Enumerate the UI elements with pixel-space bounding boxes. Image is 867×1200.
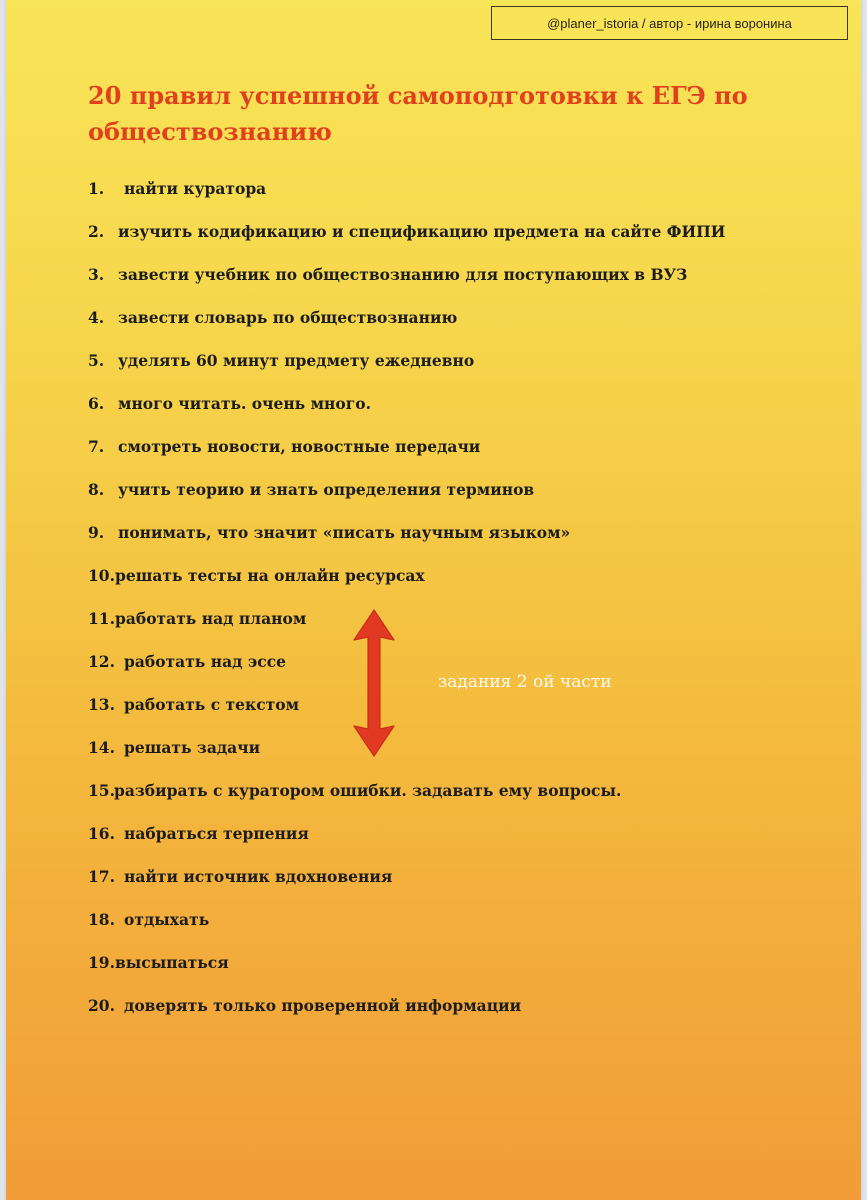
rule-number: 6. [88, 394, 105, 413]
list-item [88, 597, 848, 640]
rule-text: уделять 60 минут предмету ежедневно [118, 351, 475, 370]
list-item [88, 898, 848, 941]
rule-number: 2. [88, 222, 105, 241]
list-item [88, 468, 848, 511]
rule-text: работать с текстом [124, 695, 300, 714]
rule-text: понимать, что значит «писать научным языком» [118, 523, 571, 542]
rule-text: разбирать с куратором ошибки. задавать ему вопросы. [114, 781, 622, 800]
rule-number: 12. [88, 652, 115, 671]
rule-number: 19. [88, 953, 115, 972]
rule-number: 4. [88, 308, 105, 327]
rule-text: высыпаться [115, 953, 229, 972]
rule-number: 5. [88, 351, 105, 370]
rule-number: 10. [88, 566, 115, 585]
list-item [88, 339, 848, 382]
list-item [88, 769, 848, 812]
author-credit: @planer_istoria / автор - ирина воронина [491, 6, 848, 40]
list-item [88, 554, 848, 597]
double-headed-vertical-arrow-icon [351, 608, 397, 758]
list-item [88, 855, 848, 898]
list-item [88, 726, 848, 769]
rule-number: 7. [88, 437, 105, 456]
rule-text: доверять только проверенной информации [124, 996, 522, 1015]
rule-number: 14. [88, 738, 115, 757]
list-item [88, 296, 848, 339]
rule-text: работать над планом [115, 609, 307, 628]
list-item [88, 253, 848, 296]
rules-list [88, 167, 848, 1027]
rule-number: 9. [88, 523, 105, 542]
list-item [88, 382, 848, 425]
rule-text: изучить кодификацию и спецификацию предмета на сайте ФИПИ [118, 222, 726, 241]
rule-text: решать задачи [124, 738, 261, 757]
rule-text: найти источник вдохновения [124, 867, 393, 886]
page-title: 20 правил успешной самоподготовки к ЕГЭ по обществознанию [88, 81, 748, 146]
rule-number: 17. [88, 867, 115, 886]
document-page [6, 0, 861, 1200]
rule-text: найти куратора [124, 179, 267, 198]
rule-number: 16. [88, 824, 115, 843]
rule-text: много читать. очень много. [118, 394, 371, 413]
list-item [88, 511, 848, 554]
list-item [88, 941, 848, 984]
rule-number: 1. [88, 179, 105, 198]
rule-text: смотреть новости, новостные передачи [118, 437, 481, 456]
rule-text: отдыхать [124, 910, 210, 929]
rule-number: 8. [88, 480, 105, 499]
rule-number: 11. [88, 609, 115, 628]
list-item [88, 812, 848, 855]
rule-number: 20. [88, 996, 115, 1015]
rule-text: завести словарь по обществознанию [118, 308, 458, 327]
rule-text: учить теорию и знать определения терминов [118, 480, 535, 499]
rule-number: 13. [88, 695, 115, 714]
list-item [88, 425, 848, 468]
part2-note: задания 2 ой части [438, 672, 612, 692]
rule-text: завести учебник по обществознанию для поступающих в ВУЗ [118, 265, 688, 284]
list-item [88, 984, 848, 1027]
rule-number: 18. [88, 910, 115, 929]
list-item [88, 167, 848, 210]
rule-text: решать тесты на онлайн ресурсах [115, 566, 425, 585]
rule-text: работать над эссе [124, 652, 287, 671]
rule-number: 3. [88, 265, 105, 284]
rule-text: набраться терпения [124, 824, 309, 843]
list-item [88, 210, 848, 253]
rule-number: 15. [88, 781, 115, 800]
